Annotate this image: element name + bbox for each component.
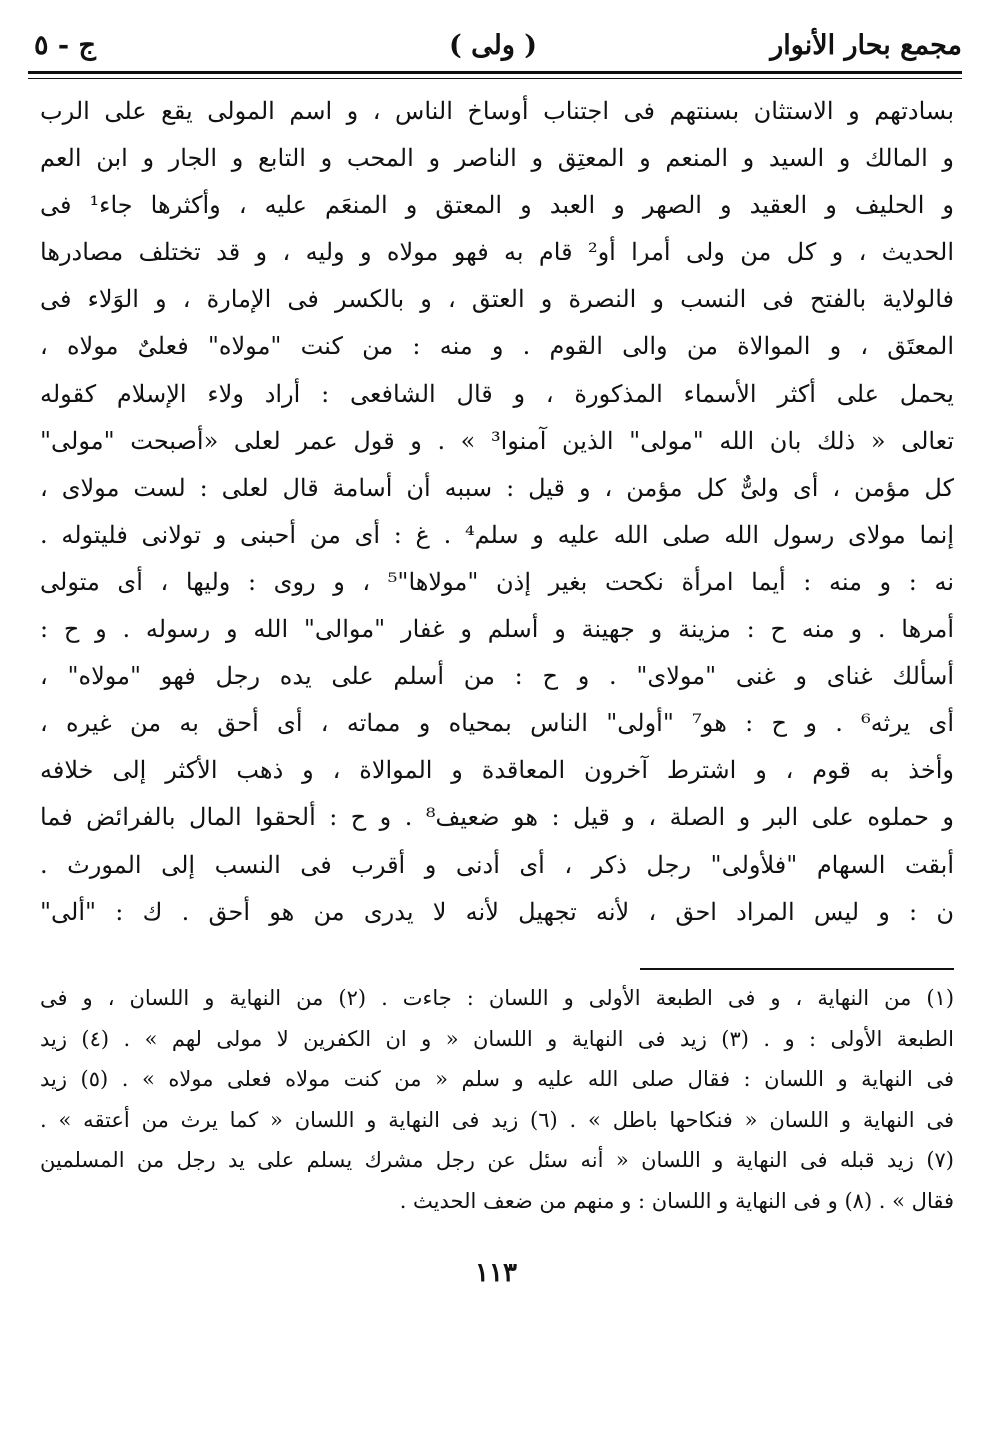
text-line: تعالى « ذلك بان الله "مولى" الذين آمنوا³ » . و قول عمر لعلى «أصبحت "مولى" xyxy=(40,426,954,455)
book-title: مجمع بحار الأنوار xyxy=(770,30,962,61)
footnote-line: (١) من النهاية ، و فى الطبعة الأولى و اللسان : جاءت . (٢) من النهاية و اللسان ، و فى xyxy=(40,986,954,1010)
header-rule-thick xyxy=(28,71,962,74)
footnote-separator xyxy=(640,968,954,970)
text-line: إنما مولاى رسول الله صلى الله عليه و سلم⁴ . غ : أى من أحبنى و تولانى فليتوله . xyxy=(40,520,954,549)
text-line: أبقت السهام "فلأولى" رجل ذكر ، أى أدنى و أقرب فى النسب إلى المورث . xyxy=(40,850,954,879)
footnotes xyxy=(40,978,954,1221)
text-line: بسادتهم و الاستثان بسنتهم فى اجتناب أوساخ الناس ، و اسم المولى يقع على الرب xyxy=(40,97,954,125)
text-line: المعتَق ، و الموالاة من والى القوم . و منه : من كنت "مولاه" فعلىٌ مولاه ، xyxy=(40,332,954,361)
text-line: وأخذ به قوم ، و اشترط آخرون المعاقدة و الموالاة ، و ذهب الأكثر إلى خلافه xyxy=(40,756,954,785)
page-number: ١١٣ xyxy=(475,1258,517,1288)
text-line: يحمل على أكثر الأسماء المذكورة ، و قال الشافعى : أراد ولاء الإسلام كقوله xyxy=(40,379,954,408)
text-line: أمرها . و منه ح : مزينة و جهينة و أسلم و غفار "موالى" الله و رسوله . و ح : xyxy=(40,615,954,644)
main-text xyxy=(40,88,954,936)
header-rule-thin xyxy=(28,78,962,79)
text-line: نه : و منه : أيما امرأة نكحت بغير إذن "مولاها"⁵ ، و روى : وليها ، أى متولى xyxy=(40,567,954,596)
text-line: و حملوه على البر و الصلة ، و قيل : هو ضعيف⁸ . و ح : ألحقوا المال بالفرائض فما xyxy=(40,803,954,832)
text-line: و المالك و السيد و المنعم و المعتِق و الناصر و المحب و التابع و الجار و ابن العم xyxy=(40,144,954,173)
text-line: أسألك غناى و غنى "مولاى" . و ح : من أسلم على يده رجل فهو "مولاه" ، xyxy=(40,662,954,691)
running-header xyxy=(24,26,962,70)
footnote-line: (٧) زيد قبله فى النهاية و اللسان « أنه سئل عن رجل مشرك يسلم على يد رجل من المسلمين xyxy=(40,1148,954,1172)
footnote-line: فى النهاية و اللسان « فنكاحها باطل » . (٦) زيد فى النهاية و اللسان « كما يرث من أعتقه » . xyxy=(40,1107,954,1132)
footnote-line: فقال » . (٨) و فى النهاية و اللسان : و منهم من ضعف الحديث . xyxy=(399,1188,954,1213)
volume-number: ج - ٥ xyxy=(34,30,96,61)
footnote-line: فى النهاية و اللسان : فقال صلى الله عليه و سلم « من كنت مولاه فعلى مولاه » . (٥) زيد xyxy=(40,1067,954,1091)
text-line: فالولاية بالفتح فى النسب و النصرة و العتق ، و بالكسر فى الإمارة ، و الوَلاء فى xyxy=(40,285,954,314)
text-line: الحديث ، و كل من ولى أمرا أو² قام به فهو مولاه و وليه ، و قد تختلف مصادرها xyxy=(40,238,954,267)
text-line: كل مؤمن ، أى ولىٌّ كل مؤمن ، و قيل : سببه أن أسامة قال لعلى : لست مولاى ، xyxy=(40,473,954,502)
text-line: ن : و ليس المراد احق ، لأنه تجهيل لأنه لا يدرى من هو أحق . ك : "ألى" xyxy=(40,897,954,926)
text-line: أى يرثه⁶ . و ح : هو⁷ "أولى" الناس بمحياه و مماته ، أى أحق به من غيره ، xyxy=(40,709,954,738)
footnote-line: الطبعة الأولى : و . (٣) زيد فى النهاية و اللسان « و ان الكفرين لا مولى لهم » . (٤) زيد xyxy=(40,1026,954,1051)
entry-word: ( ولى ) xyxy=(448,30,538,61)
text-line: و الحليف و العقيد و الصهر و العبد و المعتق و المنعَم عليه ، وأكثرها جاء¹ فى xyxy=(40,191,954,220)
